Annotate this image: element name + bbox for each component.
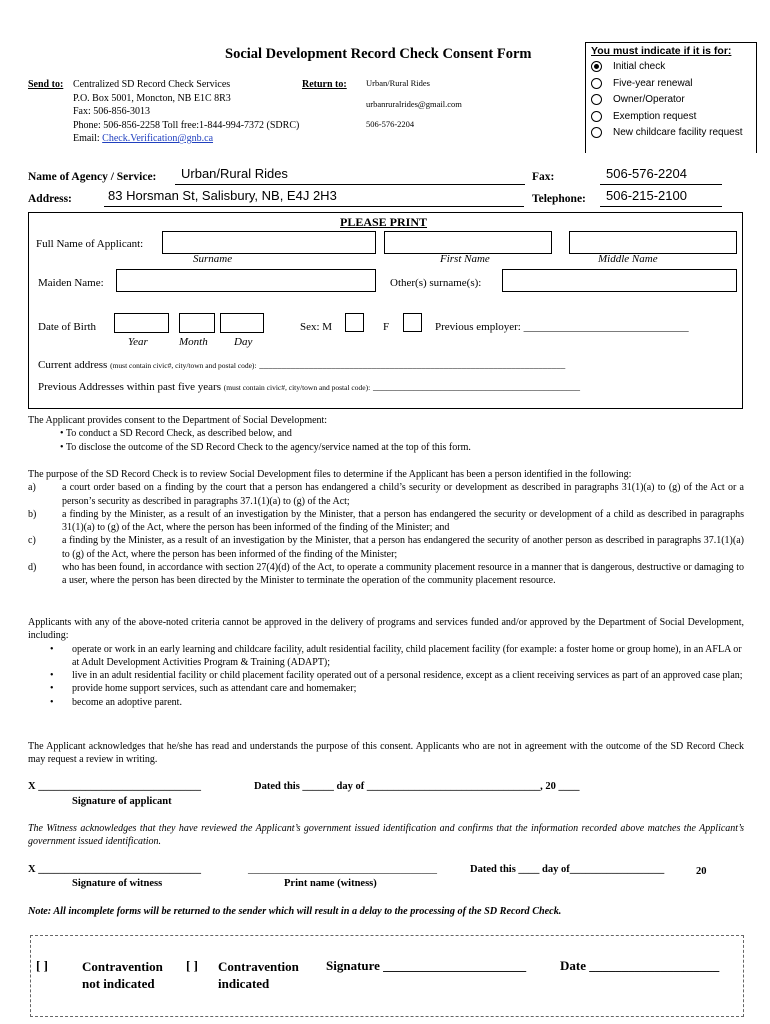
option-exemption-request[interactable]: Exemption request — [591, 111, 696, 122]
surname-caption: Surname — [193, 253, 233, 265]
office-signature-line[interactable]: Signature ______________________ — [326, 958, 527, 973]
return-to-phone: 506-576-2204 — [366, 119, 415, 129]
previous-addresses-row[interactable]: Previous Addresses within past five years (must contain civic#, city/town and postal code): ______________________________________________ — [38, 381, 580, 393]
criteria-section: Applicants with any of the above-noted criteria cannot be approved in the delivery of programs and services funded and/or approved by the Department of Social Development, including: • operate or work in an early learning and childcare facility, adult residential facility, child placement facility (for example: a foster home or group home), in an AFLA or at Adult Development Activities Program & Training (ADAPT); • live in an adult residential facility or child placement facility operated out of a personal residence, except as a client receiving services as part of an approved case plan; • provide home support services, such as attendant care and homemaker; • become an adoptive parent. — [28, 617, 744, 708]
agency-name-label: Name of Agency / Service: — [28, 171, 157, 183]
list-item: • To conduct a SD Record Check, as described below, and — [60, 428, 292, 440]
year-caption: Year — [128, 336, 148, 348]
indicated-checkbox[interactable]: [ ] — [186, 958, 198, 973]
indicate-heading: You must indicate if it is for: — [591, 45, 732, 57]
option-new-childcare[interactable]: New childcare facility request — [591, 127, 743, 138]
list-item: • live in an adult residential facility or child placement facility operated out of a personal residence, except as a client receiving services as part of an approved case plan; — [50, 670, 743, 682]
office-date-line[interactable]: Date ____________________ — [560, 958, 720, 973]
applicant-signature-caption: Signature of applicant — [72, 796, 172, 807]
sex-f-label: F — [383, 321, 390, 333]
radio-selected-icon[interactable] — [591, 61, 602, 72]
other-surnames-label: Other(s) surname(s): — [390, 277, 482, 289]
witness-print-caption: Print name (witness) — [284, 878, 377, 889]
purpose-section: The purpose of the SD Record Check is to review Social Development files to determine if the Applicant has been a person identified in the following: a) a court order based on a finding by the court that a person has endangered a child’s security or development as described in paragraphs 31(1)(a) to (g) of the Act or a person’s security as described in paragraphs 37.1(1)(a) to (g) of the Act; b) a finding by the Minister, as a result of an investigation by the Minister, that a person has endangered the security or development of a child as described in paragraphs 31(1)(a) to (g) of the Act, where the person has been informed of the finding of the Minister; and c) a finding by the Minister, as a result of an investigation by the Minister, that a person has endangered the security of another person as described in paragraphs 37.1(1)(a) to (g) of the Act, where the person has been informed of the finding of the Minister; d) who has been found, in accordance with section 27(4)(d) of the Act, to operate a community placement resource in a manner that is dangerous, destructive or damaging to a user, where the person has been directed by the Minister to terminate the operation of the community placement resource. — [28, 469, 744, 587]
option-five-year-renewal[interactable]: Five-year renewal — [591, 78, 692, 89]
applicant-dated-line[interactable]: Dated this ______ day of _________________________________, 20 ____ — [254, 781, 580, 792]
incomplete-note: Note: All incomplete forms will be returned to the sender which will result in a delay to the processing of the SD Record Check. — [28, 906, 562, 917]
sex-label: Sex: M — [300, 321, 333, 333]
telephone-label: Telephone: — [532, 193, 586, 205]
witness-statement: The Witness acknowledges that they have reviewed the Applicant’s government issued identification and confirms that the information recorded above matches the Applicant’s government issued identification. — [28, 823, 744, 848]
list-item: • To disclose the outcome of the SD Record Check to the agency/service named at the top of this form. — [60, 441, 471, 453]
return-to-label: Return to: — [302, 79, 347, 90]
option-owner-operator[interactable]: Owner/Operator — [591, 94, 685, 105]
full-name-label: Full Name of Applicant: — [36, 238, 144, 250]
middle-name-input[interactable] — [569, 231, 737, 254]
applicant-signature-line[interactable]: X _______________________________ — [28, 781, 201, 792]
list-item: • operate or work in an early learning and childcare facility, adult residential facility, child placement facility (for example: a foster home or group home), in an AFLA or at Adult Development Activities Program & Training (ADAPT); — [50, 643, 742, 668]
please-print: PLEASE PRINT — [340, 215, 428, 229]
list-item: c) a finding by the Minister, as a result of an investigation by the Minister, that a person has endangered the security of another person as described in paragraphs 37.1(1)(a) to (g) of the Act, where the person has been informed of the finding of the Minister; — [28, 535, 744, 560]
witness-signature-caption: Signature of witness — [72, 878, 163, 889]
list-item: d) who has been found, in accordance with section 27(4)(d) of the Act, to operate a community placement resource in a manner that is dangerous, destructive or damaging to a user, where the person has been directed by the Minister to terminate the operation of the community placement resource. — [28, 562, 744, 587]
consent-section: The Applicant provides consent to the Department of Social Development: • To conduct a SD Record Check, as described below, and • To disclose the outcome of the SD Record Check to the agency/service named at the top of this form. — [28, 414, 748, 454]
acknowledgement: The Applicant acknowledges that he/she has read and understands the purpose of this consent. Applicants who are not in agreement with the outcome of the SD Record Check may request a review in writing. — [28, 741, 744, 766]
day-caption: Day — [234, 336, 253, 348]
send-to-address: Centralized SD Record Check Services P.O. Box 5001, Moncton, NB E1C 8R3 Fax: 506-856-3013 Phone: 506-856-2258 Toll free:1-844-994-7372 (SDRC) Email: Check.Verification@gnb.ca — [73, 79, 300, 144]
radio-icon[interactable] — [591, 78, 602, 89]
list-item: • provide home support services, such as attendant care and homemaker; — [50, 683, 357, 695]
first-name-caption: First Name — [440, 253, 490, 265]
radio-icon[interactable] — [591, 127, 602, 138]
month-caption: Month — [179, 336, 208, 348]
witness-dated-line[interactable]: Dated this ____ day of__________________ — [470, 864, 665, 875]
dob-month-input[interactable] — [179, 313, 215, 333]
dob-year-input[interactable] — [114, 313, 169, 333]
current-address-row[interactable]: Current address (must contain civic#, city/town and postal code): ____________________________________________________________________ — [38, 359, 566, 371]
maiden-name-label: Maiden Name: — [38, 277, 104, 289]
dob-label: Date of Birth — [38, 321, 97, 333]
list-item: • become an adoptive parent. — [50, 696, 182, 708]
other-surnames-input[interactable] — [502, 269, 737, 292]
witness-signature-line[interactable]: X _______________________________ — [28, 864, 201, 875]
indicate-box — [585, 42, 757, 153]
option-initial-check[interactable]: Initial check — [591, 61, 665, 72]
fax-field[interactable]: 506-576-2204 — [600, 166, 722, 185]
address-field[interactable]: 83 Horsman St, Salisbury, NB, E4J 2H3 — [104, 188, 524, 207]
sex-m-checkbox[interactable] — [345, 313, 364, 332]
witness-year: 20 — [696, 866, 707, 877]
witness-print-line[interactable]: ____________________________________ — [248, 864, 437, 875]
send-to-label: Send to: — [28, 79, 64, 90]
previous-employer[interactable]: Previous employer: ______________________________ — [435, 321, 689, 333]
first-name-input[interactable] — [384, 231, 552, 254]
radio-icon[interactable] — [591, 94, 602, 105]
list-item: a) a court order based on a finding by the court that a person has endangered a child’s security or development as described in paragraphs 31(1)(a) to (g) of the Act or a person’s security as described in paragraphs 37.1(1)(a) to (g) of the Act; — [28, 482, 744, 507]
list-item: b) a finding by the Minister, as a result of an investigation by the Minister, that a person has endangered the security or development of a child as described in paragraphs 31(1)(a) to (g) of the Act, where the person has been informed of the finding of the Minister; and — [28, 508, 744, 534]
return-to-email: urbanruralrides@gmail.com — [366, 99, 462, 109]
dob-day-input[interactable] — [220, 313, 264, 333]
contravention-not-indicated: Contravention not indicated — [82, 959, 163, 991]
middle-name-caption: Middle Name — [598, 253, 658, 265]
email-link[interactable]: Check.Verification@gnb.ca — [102, 133, 214, 144]
sex-f-checkbox[interactable] — [403, 313, 422, 332]
contravention-indicated: Contravention indicated — [218, 959, 299, 991]
surname-input[interactable] — [162, 231, 376, 254]
agency-name-field[interactable]: Urban/Rural Rides — [175, 166, 525, 185]
address-label: Address: — [28, 193, 72, 205]
maiden-name-input[interactable] — [116, 269, 376, 292]
radio-icon[interactable] — [591, 111, 602, 122]
fax-label: Fax: — [532, 171, 555, 183]
not-indicated-checkbox[interactable]: [ ] — [36, 958, 48, 973]
return-to-name: Urban/Rural Rides — [366, 78, 430, 88]
telephone-field[interactable]: 506-215-2100 — [600, 188, 722, 207]
form-title: Social Development Record Check Consent Form — [225, 46, 532, 62]
